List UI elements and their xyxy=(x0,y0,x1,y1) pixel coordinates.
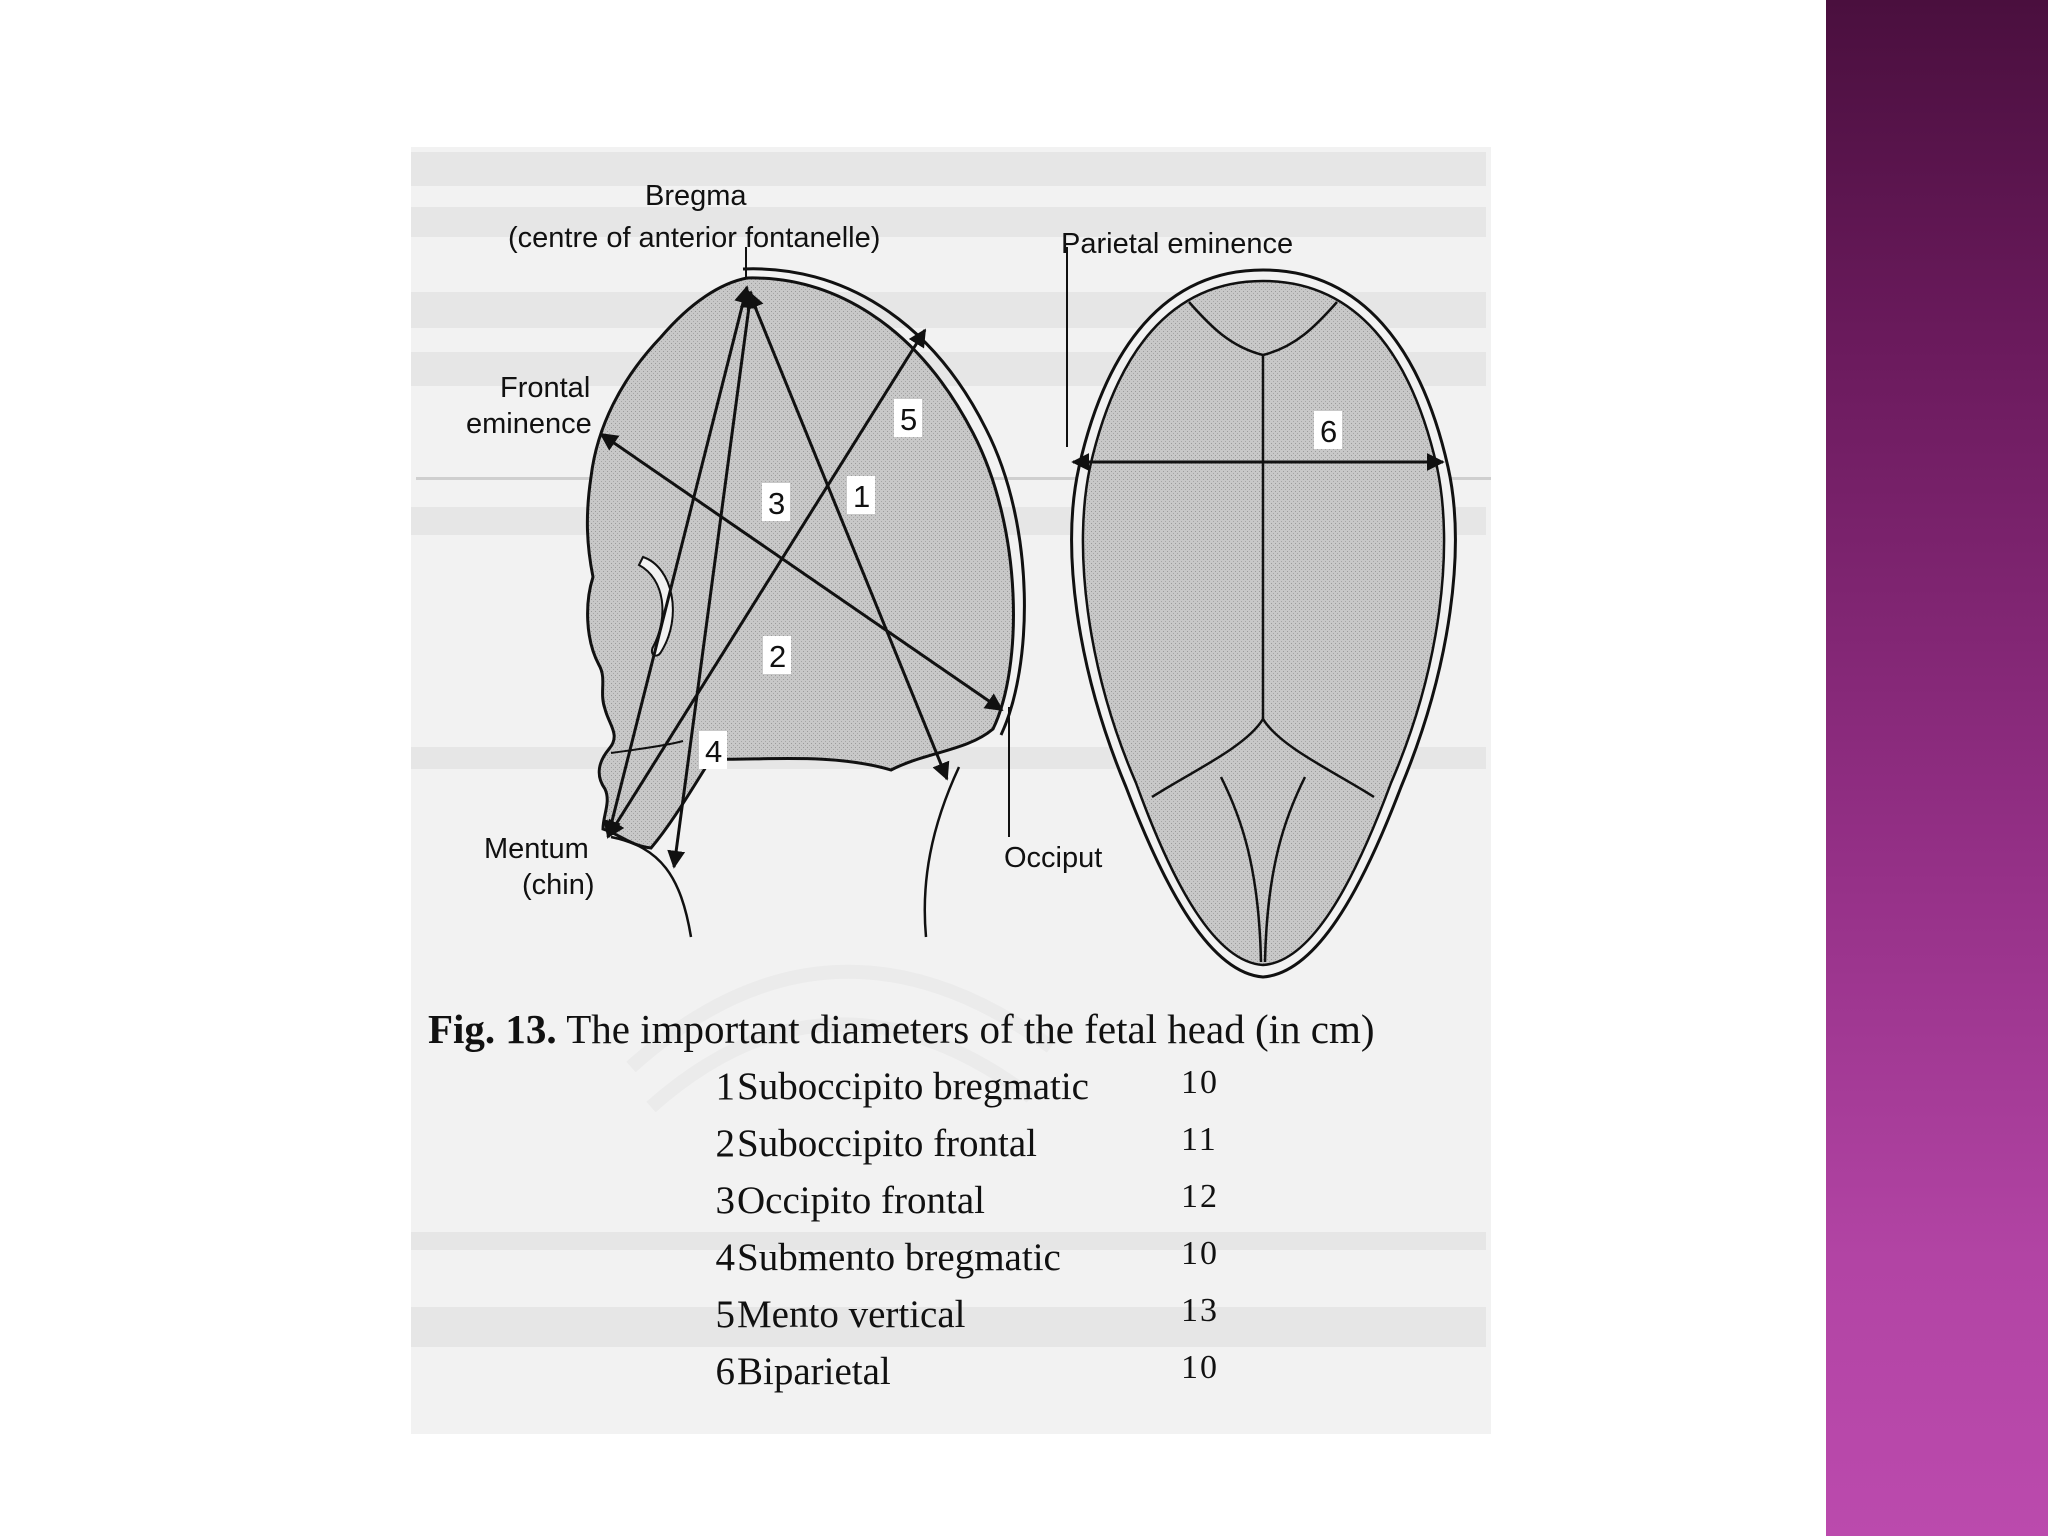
diameter-row-name: Suboccipito bregmatic xyxy=(737,1065,1089,1108)
diameter-row-value: 10 xyxy=(1181,1235,1219,1272)
diameter-row-number: 1 xyxy=(715,1065,735,1108)
mentum-note-label: (chin) xyxy=(522,869,595,901)
top-view-head xyxy=(1067,247,1455,977)
diameter-row xyxy=(411,1064,1491,1120)
diameter-4-number: 4 xyxy=(705,734,723,769)
diameter-row-name: Mento vertical xyxy=(737,1293,966,1336)
diameter-5-number: 5 xyxy=(900,402,918,437)
diameter-row-number: 4 xyxy=(715,1236,735,1279)
diameter-row-name: Biparietal xyxy=(737,1350,891,1393)
accent-side-bar xyxy=(1826,0,2048,1536)
diameter-row xyxy=(411,1121,1491,1177)
diameter-6-number: 6 xyxy=(1320,414,1338,449)
diameter-row-value: 11 xyxy=(1181,1121,1218,1158)
mentum-label: Mentum xyxy=(484,833,589,865)
diameter-row-value: 10 xyxy=(1181,1349,1219,1386)
diameter-row xyxy=(411,1178,1491,1234)
occiput-label: Occiput xyxy=(1004,842,1103,874)
frontal-eminence-label-2: eminence xyxy=(466,408,592,440)
diameter-row-number: 3 xyxy=(715,1179,735,1222)
neck-back xyxy=(925,767,959,937)
diameter-row-name: Suboccipito frontal xyxy=(737,1122,1038,1165)
diameter-row-value: 13 xyxy=(1181,1292,1219,1329)
scanned-figure xyxy=(411,147,1491,1434)
figure-number: Fig. 13. xyxy=(428,1006,557,1052)
diameter-row xyxy=(411,1235,1491,1291)
side-view-head xyxy=(587,247,1024,937)
bregma-label: Bregma xyxy=(645,180,747,212)
diameter-1-number: 1 xyxy=(853,479,871,514)
diameter-row xyxy=(411,1349,1491,1405)
diameter-row-name: Occipito frontal xyxy=(737,1179,985,1222)
diameter-row-number: 2 xyxy=(715,1122,735,1165)
bregma-note-label: (centre of anterior fontanelle) xyxy=(508,222,881,254)
diameter-2-number: 2 xyxy=(769,639,787,674)
fetal-head-diagram xyxy=(411,147,1491,1007)
frontal-eminence-label: Frontal xyxy=(500,372,591,404)
diameter-row-name: Submento bregmatic xyxy=(737,1236,1061,1279)
diameter-row-number: 6 xyxy=(715,1350,735,1393)
diameter-3-number: 3 xyxy=(768,486,786,521)
diameter-row-value: 12 xyxy=(1181,1178,1219,1215)
diameter-legend xyxy=(411,1064,1491,1404)
diameter-row-number: 5 xyxy=(715,1293,735,1336)
figure-caption-text: The important diameters of the fetal head (in cm) xyxy=(566,1006,1375,1052)
figure-caption xyxy=(428,1005,1375,1053)
diameter-row-value: 10 xyxy=(1181,1064,1219,1101)
parietal-eminence-label: Parietal eminence xyxy=(1061,228,1294,260)
neck-front xyxy=(611,837,691,937)
diameter-row xyxy=(411,1292,1491,1348)
